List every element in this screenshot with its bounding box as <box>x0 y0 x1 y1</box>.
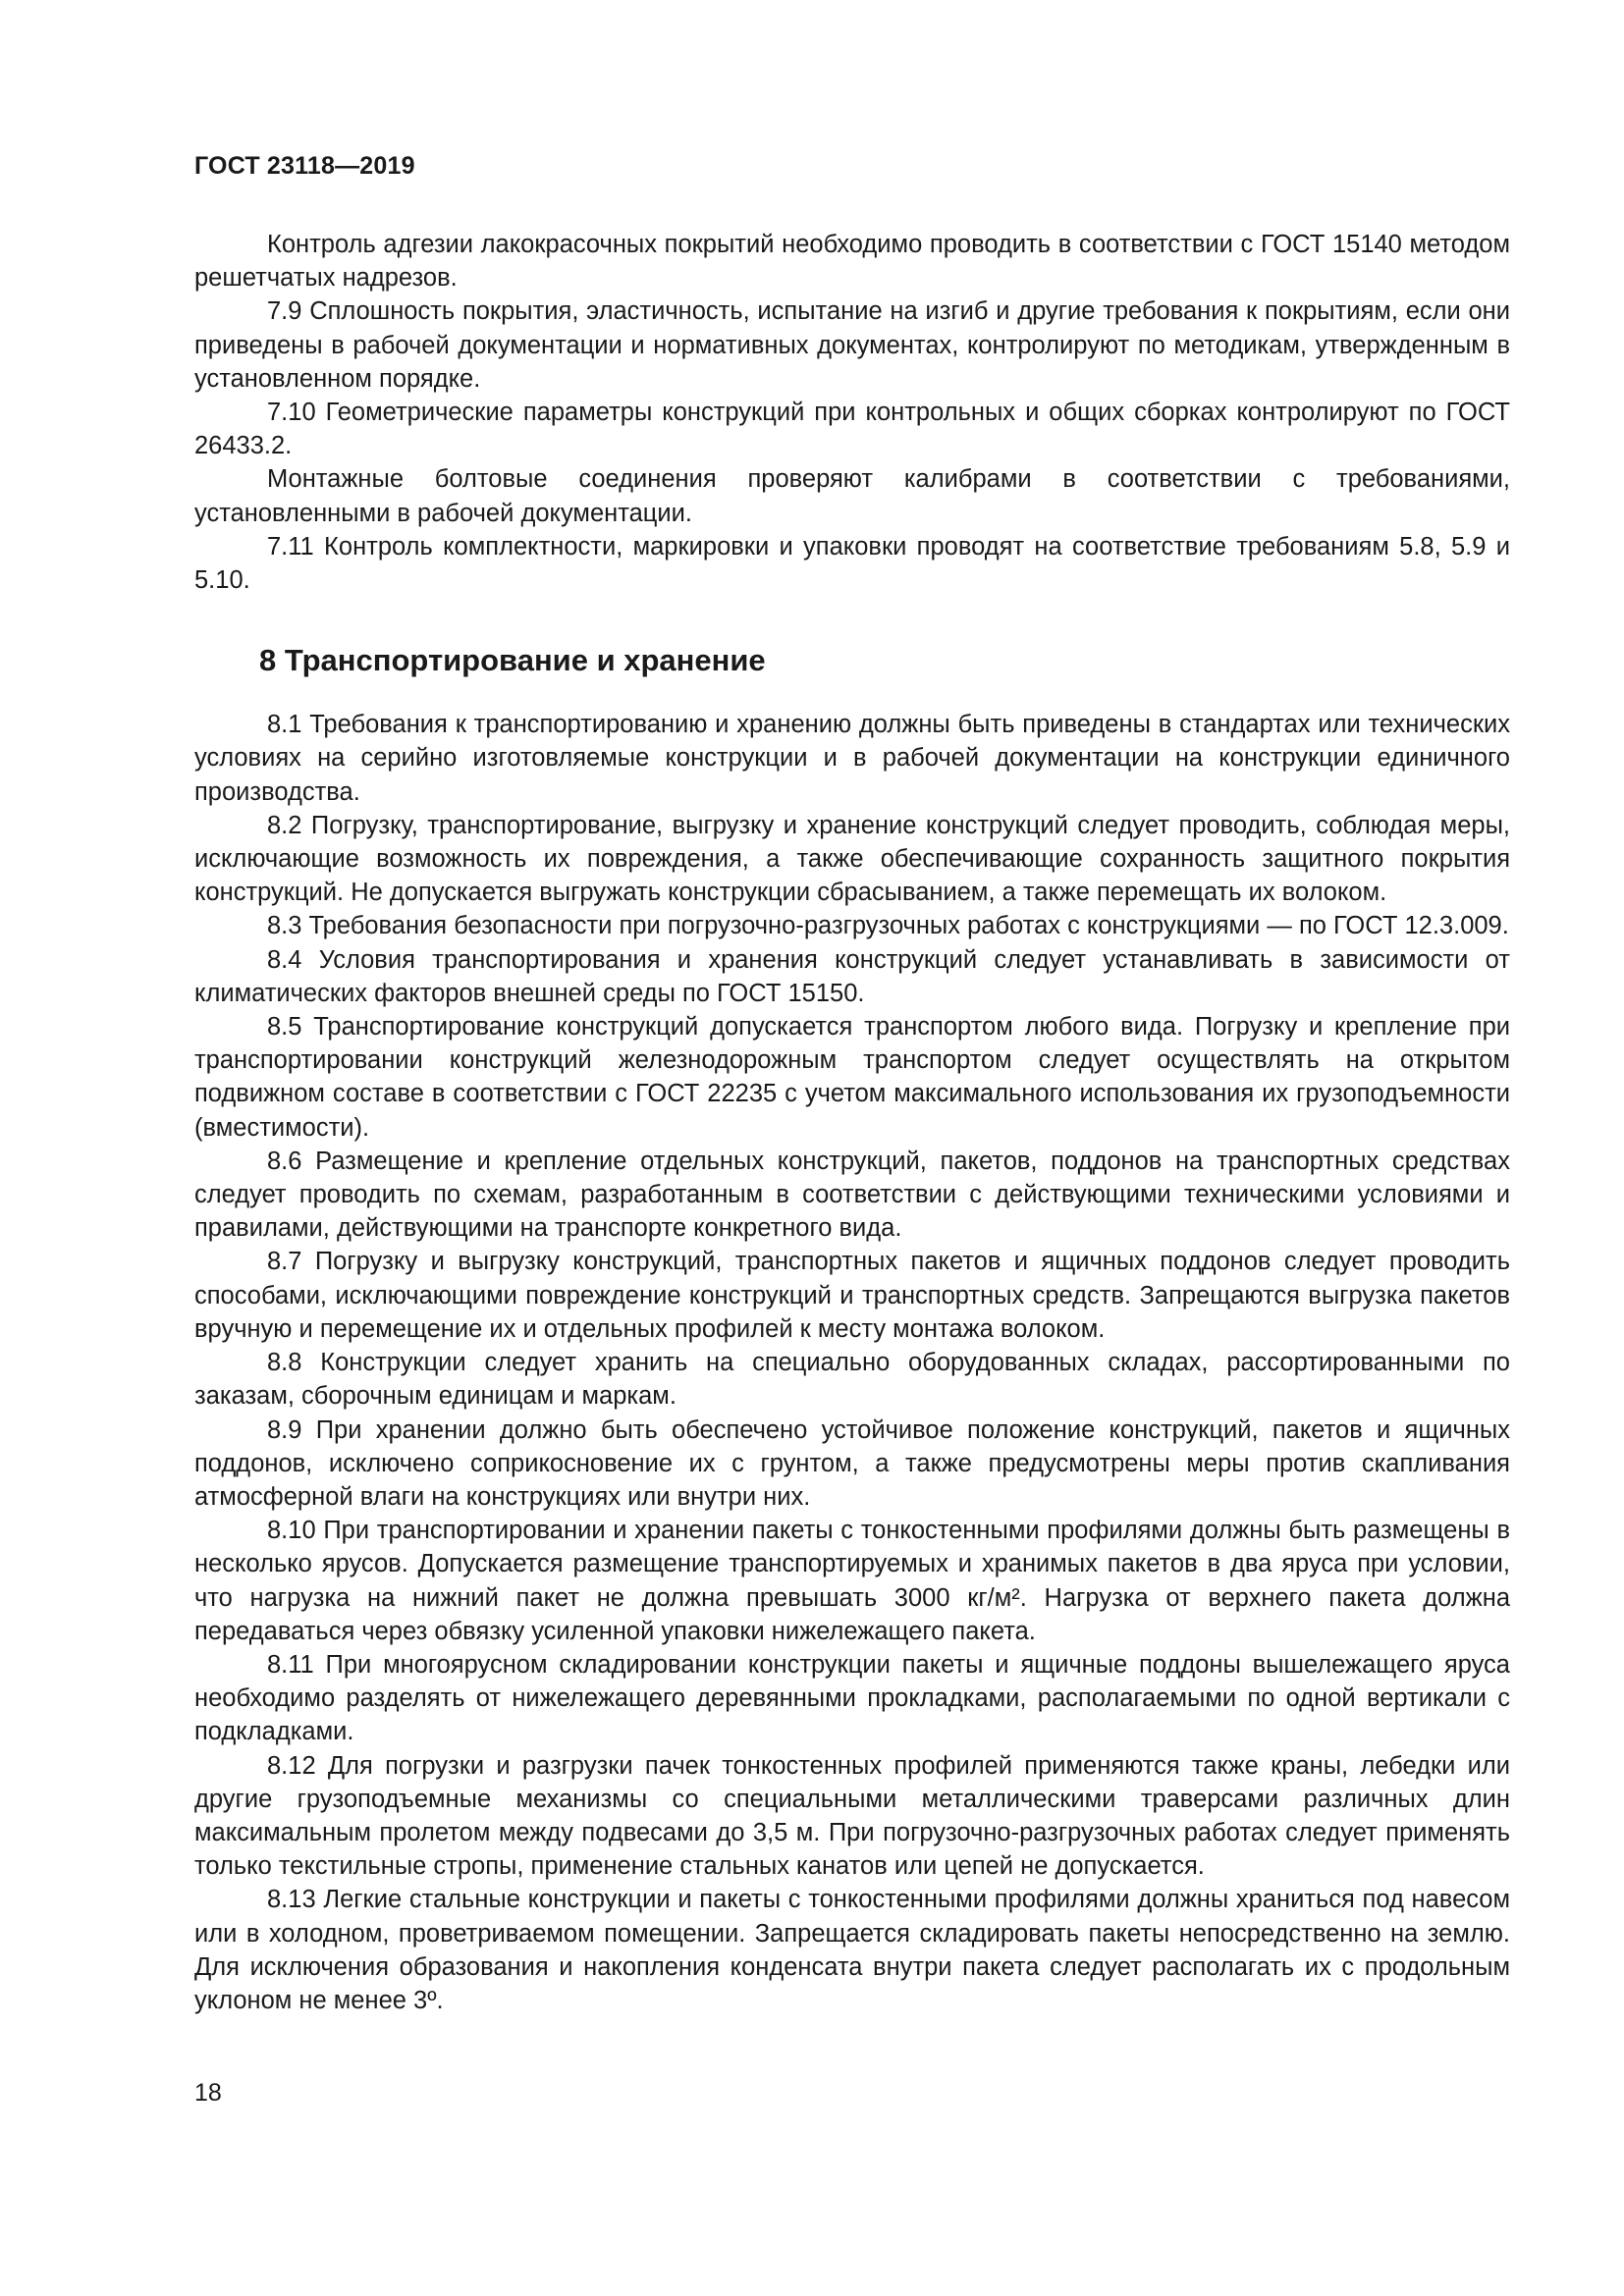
paragraph-7-9: 7.9 Сплошность покрытия, эластичность, испытание на изгиб и другие требования к покрытиям, если они приведены в рабочей документации и нормативных документах, контролируют по методикам, утвержденным в установленном порядке. <box>194 297 1510 393</box>
paragraph-8-3: 8.3 Требования безопасности при погрузочно-разгрузочных работах с конструкциями — по ГОСТ 12.3.009. <box>267 912 1509 940</box>
paragraph-8-11: 8.11 При многоярусном складировании конструкции пакеты и ящичные поддоны вышележащего яруса необходимо разделять от нижележащего деревянными прокладками, располагаемыми по одной вертикали с подкладками. <box>194 1650 1510 1746</box>
paragraph-8-8: 8.8 Конструкции следует хранить на специально оборудованных складах, рассортированными по заказам, сборочным единицам и маркам. <box>194 1349 1510 1411</box>
paragraph-8-12: 8.12 Для погрузки и разгрузки пачек тонкостенных профилей применяются также краны, лебедки или другие грузоподъемные механизмы со специальными металлическими траверсами различных длин максимальным пролетом между подвесами до 3,5 м. При погрузочно-разгрузочных работах следует применять только текстильные стропы, применение стальных канатов или цепей не допускается. <box>194 1751 1510 1881</box>
paragraph-8-2: 8.2 Погрузку, транспортирование, выгрузку и хранение конструкций следует проводить, соблюдая меры, исключающие возможность их повреждения, а также обеспечивающие сохранность защитного покрытия конструкций. Не допускается выгружать конструкции сбрасыванием, а также перемещать их волоком. <box>194 811 1510 907</box>
document-header: ГОСТ 23118—2019 <box>194 152 415 180</box>
paragraph-7-11: 7.11 Контроль комплектности, маркировки и упаковки проводят на соответствие требованиям 5.8, 5.9 и 5.10. <box>194 532 1510 595</box>
paragraph-adhesion-control: Контроль адгезии лакокрасочных покрытий необходимо проводить в соответствии с ГОСТ 15140 методом решетчатых надрезов. <box>194 231 1510 293</box>
paragraph-8-4: 8.4 Условия транспортирования и хранения конструкций следует устанавливать в зависимости от климатических факторов внешней среды по ГОСТ 15150. <box>194 945 1510 1007</box>
paragraph-8-10: 8.10 При транспортировании и хранении пакеты с тонкостенными профилями должны быть размещены в несколько ярусов. Допускается размещение транспортируемых и хранимых пакетов в два яруса при условии, что нагрузка на нижний пакет не должна превышать 3000 кг/м². Нагрузка от верхнего пакета должна передаваться через обвязку усиленной упаковки нижележащего пакета. <box>194 1517 1510 1645</box>
paragraph-8-6: 8.6 Размещение и крепление отдельных конструкций, пакетов, поддонов на транспортных средствах следует проводить по схемам, разработанным в соответствии с действующими техническими условиями и правилами, действующими на транспорте конкретного вида. <box>194 1147 1510 1243</box>
paragraph-8-13: 8.13 Легкие стальные конструкции и пакеты с тонкостенными профилями должны храниться под навесом или в холодном, проветриваемом помещении. Запрещается складировать пакеты непосредственно на землю. Для исключения образования и накопления конденсата внутри пакета следует располагать их с продольным уклоном не менее 3º. <box>194 1886 1510 2014</box>
paragraph-bolt-connections: Монтажные болтовые соединения проверяют калибрами в соответствии с требованиями, установленными в рабочей документации. <box>194 465 1510 527</box>
section-title: 8 Транспортирование и хранение <box>259 643 766 678</box>
paragraph-8-9: 8.9 При хранении должно быть обеспечено устойчивое положение конструкций, пакетов и ящичных поддонов, исключено соприкосновение их с грунтом, а также предусмотрены меры против скапливания атмосферной влаги на конструкциях или внутри них. <box>194 1415 1510 1511</box>
paragraph-8-1: 8.1 Требования к транспортированию и хранению должны быть приведены в стандартах или технических условиях на серийно изготовляемые конструкции и в рабочей документации на конструкции единичного производства. <box>194 711 1510 806</box>
paragraph-7-10: 7.10 Геометрические параметры конструкций при контрольных и общих сборках контролируют по ГОСТ 26433.2. <box>194 399 1510 460</box>
paragraph-8-5: 8.5 Транспортирование конструкций допускается транспортом любого вида. Погрузку и крепление при транспортировании конструкций железнодорожным транспортом следует осуществлять на открытом подвижном составе в соответствии с ГОСТ 22235 с учетом максимального использования их грузоподъемности (вместимости). <box>194 1013 1510 1142</box>
paragraph-8-7: 8.7 Погрузку и выгрузку конструкций, транспортных пакетов и ящичных поддонов следует проводить способами, исключающими повреждение конструкций и транспортных средств. Запрещаются выгрузка пакетов вручную и перемещение их и отдельных профилей к месту монтажа волоком. <box>194 1248 1510 1343</box>
page-number: 18 <box>194 2079 222 2107</box>
document-body <box>194 228 1510 2017</box>
